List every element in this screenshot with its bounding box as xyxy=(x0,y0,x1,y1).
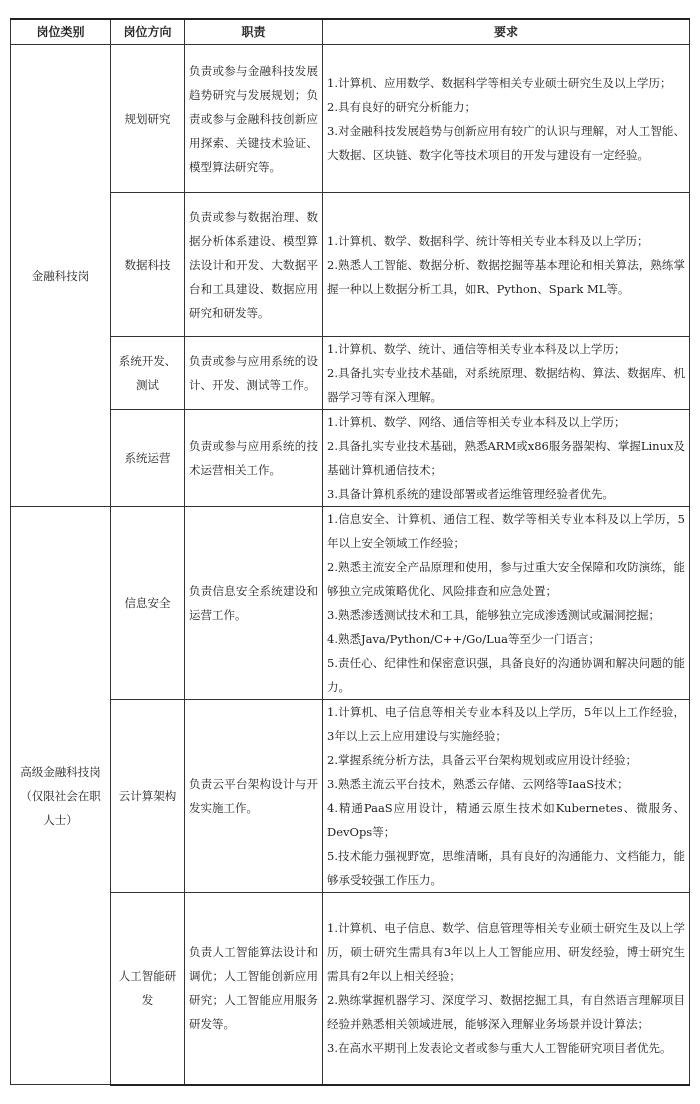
header-category: 岗位类别 xyxy=(11,19,111,45)
requirement-item: 2.熟练掌握机器学习、深度学习、数据挖掘工具，有自然语言理解项目经验并熟悉相关领域进展，能够深入理解业务场景并设计算法； xyxy=(327,993,685,1032)
requirements-cell xyxy=(323,45,690,193)
duty-cell: 负责或参与应用系统的设计、开发、测试等工作。 xyxy=(185,337,323,410)
requirement-item: 2.掌握系统分析方法，具备云平台架构规划或应用设计经验； xyxy=(327,753,637,767)
requirement-item: 3.熟悉主流云平台技术，熟悉云存储、云网络等IaaS技术； xyxy=(327,777,629,791)
direction-cell: 系统运营 xyxy=(111,410,185,507)
table-row xyxy=(11,507,690,700)
requirement-item: 2.熟悉主流安全产品原理和使用，参与过重大安全保障和攻防演练，能够独立完成策略优化、风险排查和应急处置； xyxy=(327,560,685,598)
header-requirements: 要求 xyxy=(323,19,690,45)
direction-cell: 系统开发、测试 xyxy=(111,337,185,410)
recruitment-table xyxy=(10,18,690,1086)
direction-cell: 信息安全 xyxy=(111,507,185,700)
requirements-cell xyxy=(323,700,690,893)
requirement-item: 3.对金融科技发展趋势与创新应用有较广的认识与理解，对人工智能、大数据、区块链、数字化等技术项目的开发与建设有一定经验。 xyxy=(327,123,685,162)
duty-cell: 负责或参与数据治理、数据分析体系建设、模型算法设计和开发、大数据平台和工具建设、数据应用研究和研发等。 xyxy=(185,193,323,337)
duty-cell: 负责云平台架构设计与开发实施工作。 xyxy=(185,700,323,893)
duty-cell: 负责人工智能算法设计和调优；人工智能创新应用研究；人工智能应用服务研发等。 xyxy=(185,893,323,1085)
duty-cell: 负责或参与应用系统的技术运营相关工作。 xyxy=(185,410,323,507)
requirement-item: 5.责任心、纪律性和保密意识强，具备良好的沟通协调和解决问题的能力。 xyxy=(327,656,685,694)
requirements-cell xyxy=(323,337,690,410)
header-duty: 职责 xyxy=(185,19,323,45)
requirement-item: 1.计算机、电子信息、数学、信息管理等相关专业硕士研究生及以上学历，硕士研究生需具有3年以上人工智能应用、研发经验，博士研究生需具有2年以上相关经验； xyxy=(327,921,685,984)
requirement-item: 4.熟悉Java/Python/C++/Go/Lua等至少一门语言； xyxy=(327,632,600,646)
requirement-item: 1.计算机、数学、统计、通信等相关专业本科及以上学历； xyxy=(327,342,626,356)
requirement-item: 2.具备扎实专业技术基础，熟悉ARM或x86服务器架构、掌握Linux及基础计算机通信技术； xyxy=(327,439,685,477)
category-cell: 金融科技岗 xyxy=(11,45,111,507)
requirement-item: 2.具备扎实专业技术基础，对系统原理、数据结构、算法、数据库、机器学习等有深入理解。 xyxy=(327,366,685,404)
requirements-cell xyxy=(323,410,690,507)
table-row xyxy=(11,410,690,507)
table-row xyxy=(11,337,690,410)
requirement-item: 4.精通PaaS应用设计，精通云原生技术如Kubernetes、微服务、DevOps等； xyxy=(327,801,685,839)
category-cell: 高级金融科技岗（仅限社会在职人士） xyxy=(11,507,111,1085)
table-row xyxy=(11,893,690,1085)
direction-cell: 规划研究 xyxy=(111,45,185,193)
requirement-item: 3.在高水平期刊上发表论文者或参与重大人工智能研究项目者优先。 xyxy=(327,1041,672,1056)
header-direction: 岗位方向 xyxy=(111,19,185,45)
direction-cell: 数据科技 xyxy=(111,193,185,337)
requirement-item: 3.熟悉渗透测试技术和工具，能够独立完成渗透测试或漏洞挖掘； xyxy=(327,608,660,622)
header-row xyxy=(11,19,690,45)
requirements-cell xyxy=(323,193,690,337)
duty-cell: 负责或参与金融科技发展趋势研究与发展规划；负责或参与金融科技创新应用探索、关键技术验证、模型算法研究等。 xyxy=(185,45,323,193)
table-row xyxy=(11,45,690,193)
requirement-item: 1.计算机、电子信息等相关专业本科及以上学历，5年以上工作经验，3年以上云上应用建设与实施经验； xyxy=(327,705,685,743)
requirement-item: 1.计算机、数学、网络、通信等相关专业本科及以上学历； xyxy=(327,415,626,429)
requirement-item: 5.技术能力强视野宽，思维清晰，具有良好的沟通能力、文档能力，能够承受较强工作压力。 xyxy=(327,849,685,887)
requirements-cell xyxy=(323,893,690,1085)
table-row xyxy=(11,193,690,337)
requirement-item: 1.计算机、数学、数据科学、统计等相关专业本科及以上学历； xyxy=(327,233,649,248)
requirements-cell xyxy=(323,507,690,700)
requirement-item: 3.具备计算机系统的建设部署或者运维管理经验者优先。 xyxy=(327,487,614,501)
direction-cell: 人工智能研发 xyxy=(111,893,185,1085)
requirement-item: 1.计算机、应用数学、数据科学等相关专业硕士研究生及以上学历； xyxy=(327,75,672,90)
requirement-item: 2.具有良好的研究分析能力； xyxy=(327,99,476,114)
duty-cell: 负责信息安全系统建设和运营工作。 xyxy=(185,507,323,700)
requirement-item: 1.信息安全、计算机、通信工程、数学等相关专业本科及以上学历，5年以上安全领域工作经验； xyxy=(327,512,685,550)
table-row xyxy=(11,700,690,893)
requirement-item: 2.熟悉人工智能、数据分析、数据挖掘等基本理论和相关算法，熟练掌握一种以上数据分析工具，如R、Python、Spark ML等。 xyxy=(327,257,685,296)
direction-cell: 云计算架构 xyxy=(111,700,185,893)
